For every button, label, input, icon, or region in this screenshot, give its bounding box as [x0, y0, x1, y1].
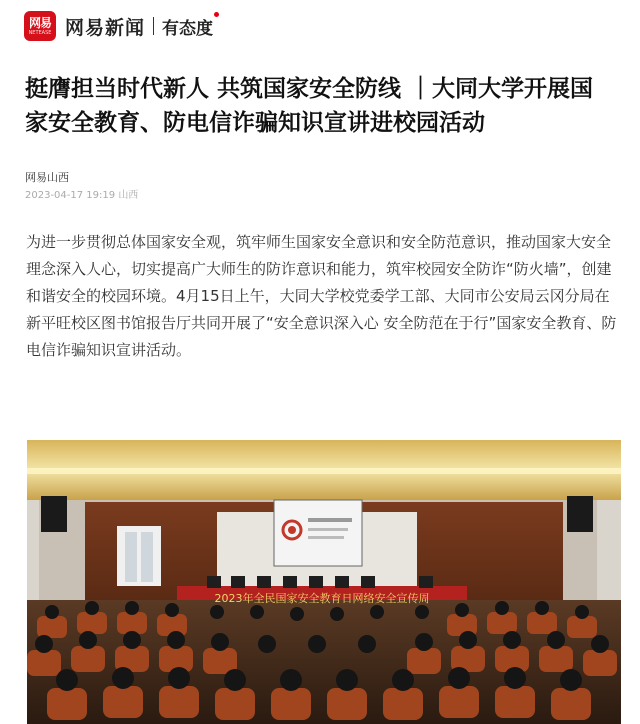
netease-logo[interactable]: [24, 11, 56, 41]
article-paragraph: 为进一步贯彻总体国家安全观，筑牢师生国家安全意识和安全防范意识，推动国家大安全理念深入人心，切实提高广大师生的防诈意识和能力，筑牢校园安全防诈“防火墙”，创建和谐安全的校园环境。4月15日上午，大同大学校党委学工部、大同市公安局云冈分局在新平旺校区图书馆报告厅共同开展了“安全意识深入心 安全防范在于行”国家安全教育、防电信诈骗知识宣讲活动。: [26, 233, 617, 359]
article-source[interactable]: 网易山西: [25, 171, 69, 184]
logo-text: 网易: [28, 15, 51, 30]
slogan-dot-icon: [214, 12, 219, 17]
article-photo: [27, 440, 621, 724]
publish-location: 山西: [118, 190, 139, 201]
brand-divider: [153, 17, 154, 35]
stage-banner-text: 2023年全民国家安全教育日网络安全宣传周: [214, 592, 430, 605]
app-header: [24, 11, 213, 41]
article-title: 挺膺担当时代新人 共筑国家安全防线 ｜大同大学开展国家安全教育、防电信诈骗知识宣讲进校园活动: [25, 76, 594, 136]
logo-subtext: NETEASE: [28, 29, 52, 36]
article-meta: [25, 186, 138, 201]
publish-time: 2023-04-17 19:19: [25, 190, 116, 201]
brand-slogan: 有态度: [162, 14, 213, 39]
lecture-hall-illustration: [27, 440, 621, 724]
brand-name[interactable]: 网易新闻: [65, 16, 146, 39]
